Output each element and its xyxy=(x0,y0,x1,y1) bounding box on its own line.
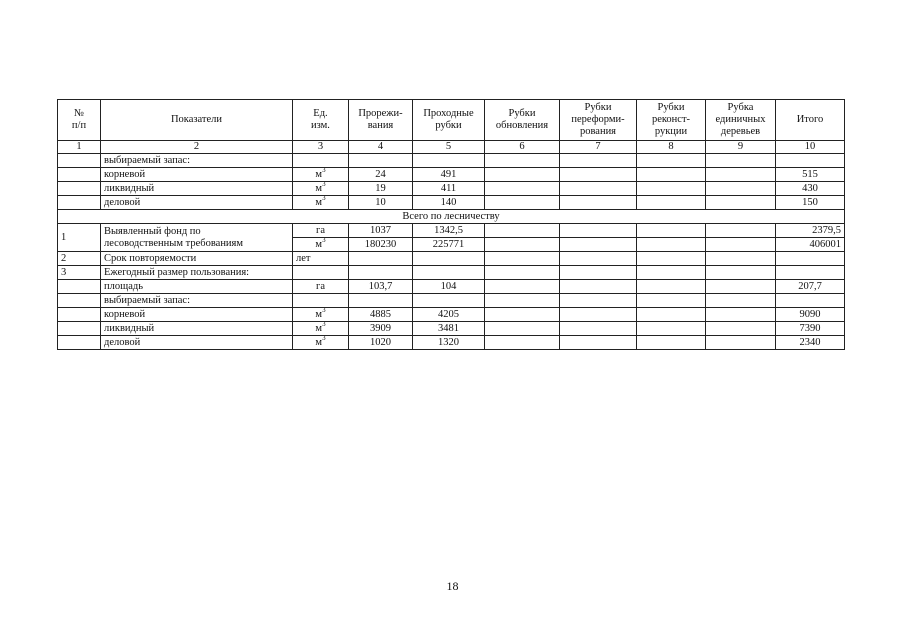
value-cell: 140 xyxy=(413,196,485,210)
table-row xyxy=(58,336,845,350)
header-renewal-cutting: Рубки обновления xyxy=(485,100,560,141)
value-cell: 4885 xyxy=(349,308,413,322)
row-number: 2 xyxy=(58,252,101,266)
section-title: Всего по лесничеству xyxy=(58,210,845,224)
value-cell: 491 xyxy=(413,168,485,182)
table-row xyxy=(58,266,845,280)
value-cell: 24 xyxy=(349,168,413,182)
row-label: Ежегодный размер пользования: xyxy=(101,266,293,280)
col-number: 4 xyxy=(349,141,413,154)
value-cell: 3909 xyxy=(349,322,413,336)
col-number: 3 xyxy=(293,141,349,154)
row-label: ликвидный xyxy=(101,322,293,336)
row-label: ликвидный xyxy=(101,182,293,196)
value-cell: 1342,5 xyxy=(413,224,485,238)
row-number: 1 xyxy=(58,224,101,252)
header-unit: Ед. изм. xyxy=(293,100,349,141)
total-cell: 515 xyxy=(776,168,845,182)
header-passage-cutting: Проходные рубки xyxy=(413,100,485,141)
col-number: 10 xyxy=(776,141,845,154)
header-num: № п/п xyxy=(58,100,101,141)
value-cell: 104 xyxy=(413,280,485,294)
table-row xyxy=(58,294,845,308)
value-cell: 4205 xyxy=(413,308,485,322)
value-cell: 1037 xyxy=(349,224,413,238)
row-label: деловой xyxy=(101,196,293,210)
row-label: выбираемый запас: xyxy=(101,154,293,168)
unit-cell: $м^3$ xyxy=(293,336,349,350)
col-number: 8 xyxy=(637,141,706,154)
col-number: 6 xyxy=(485,141,560,154)
row-label: корневой xyxy=(101,308,293,322)
row-number: 3 xyxy=(58,266,101,280)
unit-cell: $м^3$ xyxy=(293,168,349,182)
value-cell: 103,7 xyxy=(349,280,413,294)
table-row xyxy=(58,280,845,294)
unit-cell: $м^3$ xyxy=(293,182,349,196)
value-cell: 1320 xyxy=(413,336,485,350)
unit-cell: га xyxy=(293,280,349,294)
table-row xyxy=(58,182,845,196)
row-label: выбираемый запас: xyxy=(101,294,293,308)
unit-cell: га xyxy=(293,224,349,238)
row-label: Выявленный фонд по лесоводственным требованиям xyxy=(101,224,293,252)
total-cell: 9090 xyxy=(776,308,845,322)
page-number: 18 xyxy=(446,579,459,593)
col-number: 7 xyxy=(560,141,637,154)
value-cell: 1020 xyxy=(349,336,413,350)
unit-cell: лет xyxy=(293,252,349,266)
header-total: Итого xyxy=(776,100,845,141)
row-label: Срок повторяемости xyxy=(101,252,293,266)
unit-cell: $м^3$ xyxy=(293,238,349,252)
section-row xyxy=(58,210,845,224)
total-cell: 150 xyxy=(776,196,845,210)
header-single-tree-cutting: Рубка единичных деревьев xyxy=(706,100,776,141)
value-cell: 225771 xyxy=(413,238,485,252)
unit-cell: $м^3$ xyxy=(293,196,349,210)
header-row xyxy=(58,100,845,141)
table-row xyxy=(58,168,845,182)
unit-cell: $м^3$ xyxy=(293,308,349,322)
unit-cell: $м^3$ xyxy=(293,322,349,336)
forest-use-table xyxy=(57,99,845,350)
col-number: 9 xyxy=(706,141,776,154)
total-cell: 406001 xyxy=(776,238,845,252)
total-cell: 430 xyxy=(776,182,845,196)
col-number: 5 xyxy=(413,141,485,154)
row-label: деловой xyxy=(101,336,293,350)
table-row xyxy=(58,154,845,168)
header-reformation-cutting: Рубки переформи- рования xyxy=(560,100,637,141)
row-label: корневой xyxy=(101,168,293,182)
col-number: 2 xyxy=(101,141,293,154)
col-number: 1 xyxy=(58,141,101,154)
row-label: площадь xyxy=(101,280,293,294)
header-reconstruction-cutting: Рубки реконст- рукции xyxy=(637,100,706,141)
table-row xyxy=(58,322,845,336)
header-indicators: Показатели xyxy=(101,100,293,141)
total-cell: 7390 xyxy=(776,322,845,336)
total-cell: 207,7 xyxy=(776,280,845,294)
total-cell: 2340 xyxy=(776,336,845,350)
value-cell: 411 xyxy=(413,182,485,196)
total-cell: 2379,5 xyxy=(776,224,845,238)
table-row xyxy=(58,252,845,266)
column-number-row xyxy=(58,141,845,154)
value-cell: 180230 xyxy=(349,238,413,252)
table-row xyxy=(58,308,845,322)
table-row xyxy=(58,224,845,238)
value-cell: 10 xyxy=(349,196,413,210)
value-cell: 3481 xyxy=(413,322,485,336)
table-row xyxy=(58,196,845,210)
value-cell: 19 xyxy=(349,182,413,196)
header-thinning: Прорежи- вания xyxy=(349,100,413,141)
